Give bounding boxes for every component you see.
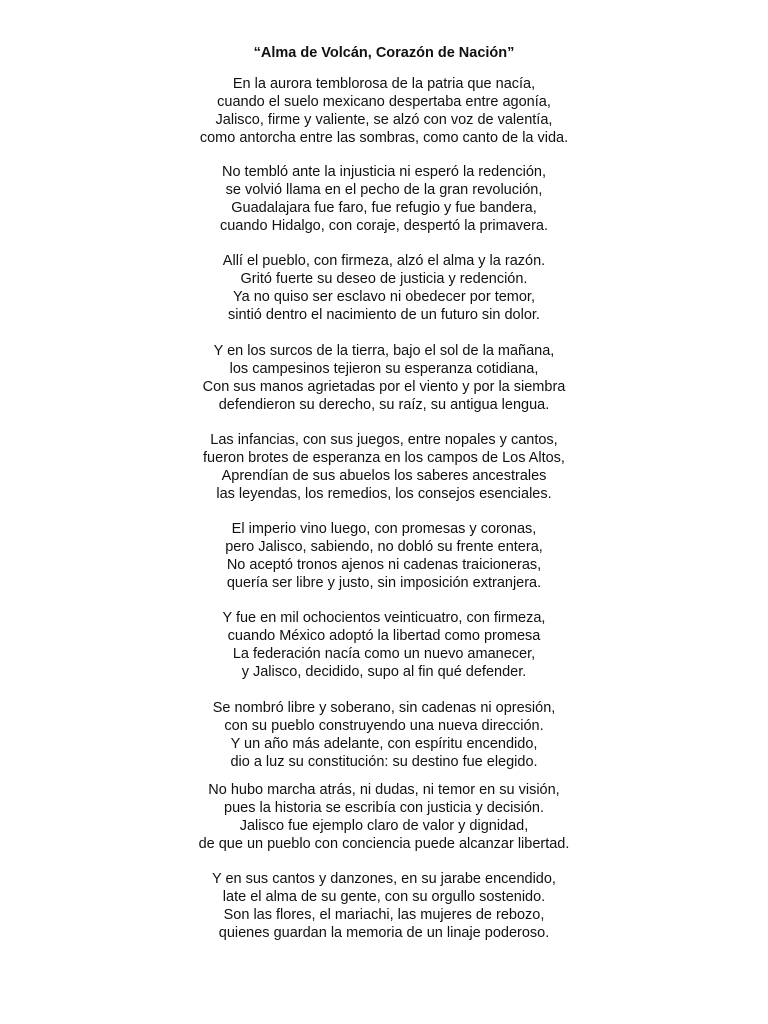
poem-line: Las infancias, con sus juegos, entre nopales y cantos, (210, 432, 558, 448)
poem-line: cuando Hidalgo, con coraje, despertó la primavera. (219, 218, 549, 234)
poem-line: Y fue en mil ochocientos veinticuatro, con firmeza, (222, 610, 546, 626)
poem-line: Gritó fuerte su deseo de justicia y redención. (240, 271, 528, 287)
stanza-8 (0, 699, 768, 771)
poem-line: No aceptó tronos ajenos ni cadenas traicioneras, (226, 557, 542, 573)
poem-line: Allí el pueblo, con firmeza, alzó el alma y la razón. (222, 253, 546, 269)
stanza-3 (0, 252, 768, 324)
poem-line: Guadalajara fue faro, fue refugio y fue bandera, (231, 200, 537, 216)
poem-line: los campesinos tejieron su esperanza cotidiana, (229, 361, 539, 377)
poem-line: defendieron su derecho, su raíz, su antigua lengua. (218, 397, 550, 413)
poem-line: La federación nacía como un nuevo amanecer, (232, 646, 536, 662)
poem-line: En la aurora temblorosa de la patria que nacía, (232, 76, 536, 92)
poem-line: No tembló ante la injusticia ni esperó la redención, (221, 164, 547, 180)
poem-line: pero Jalisco, sabiendo, no dobló su frente entera, (225, 539, 543, 555)
stanza-6 (0, 520, 768, 592)
stanza-5 (0, 431, 768, 503)
poem-line: quería ser libre y justo, sin imposición extranjera. (226, 575, 542, 591)
poem-line: cuando el suelo mexicano despertaba entre agonía, (217, 94, 551, 110)
poem-line: las leyendas, los remedios, los consejos esenciales. (216, 486, 552, 502)
poem-title: “Alma de Volcán, Corazón de Nación” (253, 45, 515, 61)
poem-line: pues la historia se escribía con justicia y decisión. (224, 800, 544, 816)
stanza-9 (0, 781, 768, 853)
poem-line: como antorcha entre las sombras, como canto de la vida. (199, 130, 569, 146)
poem-line: con su pueblo construyendo una nueva dirección. (224, 718, 544, 734)
poem-line: Se nombró libre y soberano, sin cadenas ni opresión, (212, 700, 556, 716)
poem-line: sintió dentro el nacimiento de un futuro sin dolor. (228, 307, 540, 323)
stanza-7 (0, 609, 768, 681)
poem-line: Aprendían de sus abuelos los saberes ancestrales (221, 468, 547, 484)
stanza-2 (0, 163, 768, 235)
poem-line: Y en sus cantos y danzones, en su jarabe encendido, (212, 871, 556, 887)
stanza-1 (0, 75, 768, 147)
poem-line: Jalisco, firme y valiente, se alzó con voz de valentía, (215, 112, 553, 128)
poem-line: Y un año más adelante, con espíritu encendido, (230, 736, 538, 752)
poem-line: se volvió llama en el pecho de la gran revolución, (225, 182, 543, 198)
poem-line: Jalisco fue ejemplo claro de valor y dignidad, (239, 818, 529, 834)
poem-line: El imperio vino luego, con promesas y coronas, (231, 521, 537, 537)
poem-line: y Jalisco, decidido, supo al fin qué defender. (241, 664, 527, 680)
poem-line: Son las flores, el mariachi, las mujeres de rebozo, (223, 907, 545, 923)
poem-line: Con sus manos agrietadas por el viento y por la siembra (202, 379, 566, 395)
poem-line: Y en los surcos de la tierra, bajo el sol de la mañana, (213, 343, 555, 359)
poem-line: late el alma de su gente, con su orgullo sostenido. (222, 889, 546, 905)
poem-line: No hubo marcha atrás, ni dudas, ni temor en su visión, (208, 782, 560, 798)
poem-line: dio a luz su constitución: su destino fue elegido. (230, 754, 538, 770)
poem-line: Ya no quiso ser esclavo ni obedecer por temor, (233, 289, 535, 305)
poem-line: cuando México adoptó la libertad como promesa (227, 628, 541, 644)
poem-line: quienes guardan la memoria de un linaje poderoso. (218, 925, 550, 941)
poem-line: fueron brotes de esperanza en los campos de Los Altos, (203, 450, 565, 466)
stanza-10 (0, 870, 768, 942)
stanza-4 (0, 342, 768, 414)
poem-line: de que un pueblo con conciencia puede alcanzar libertad. (198, 836, 570, 852)
